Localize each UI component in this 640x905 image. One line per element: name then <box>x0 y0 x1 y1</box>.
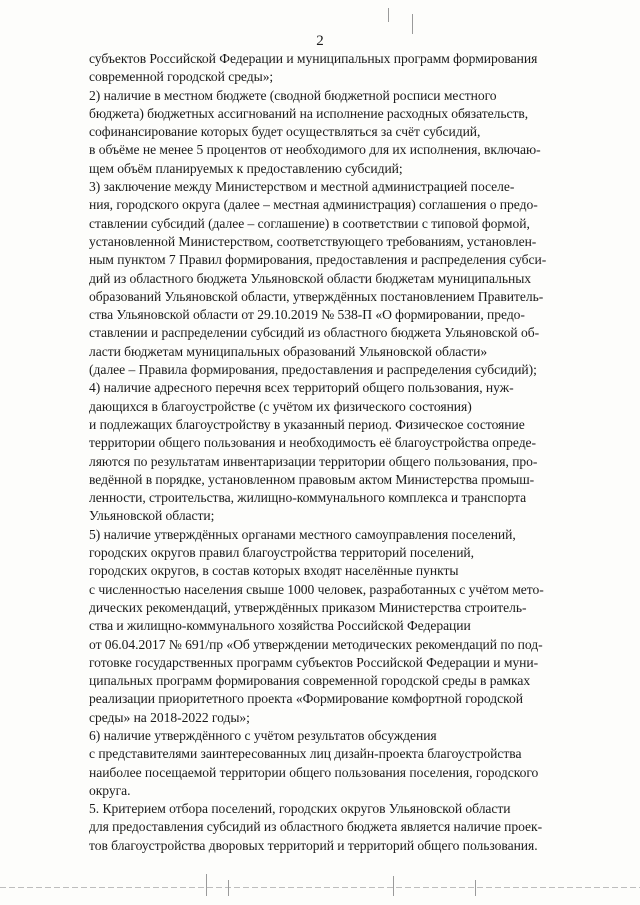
paragraph: 2) наличие в местном бюджете (сводной бюджетной росписи местного бюджета) бюджетных ассигнований на исполнение расходных обязательств, софинансирование которых будет осуществляться за счёт субсидий, в объёме не менее 5 процентов от необходимого для их исполнения, включаю- щем объём планируемых к предоставлению субсидий; <box>89 87 541 176</box>
page-number: 2 <box>316 33 324 49</box>
scan-mark <box>206 874 207 896</box>
scan-mark <box>393 876 394 896</box>
paragraph: 3) заключение между Министерством и местной администрацией поселе- ния, городского округа (далее – местная администрация) соглашения о предо- ставлении субсидий (далее – соглашение) в соответствии с типовой формой, установленной Министерством, соответствующего требованиям, установлен- ным пунктом 7 Правил формирования, предоставления и распределения субси- дий из областного бюджета Ульяновской области бюджетам муниципальных образований Ульяновской области, утверждённых постановлением Правитель- ства Ульяновской области от 29.10.2019 № 538-П «О формировании, предо- ставлении и распределении субсидий из областного бюджета Ульяновской об- ласти бюджетам муниципальных образований Ульяновской области» (далее – Правила формирования, предоставления и распределения субсидий); <box>89 179 547 378</box>
scan-mark <box>228 880 229 896</box>
scan-mark <box>412 14 413 34</box>
paragraph: 5) наличие утверждённых органами местного самоуправления поселений, городских округов правил благоустройства территорий поселений, городских округов, в состав которых входят населённые пункты с численностью населения свыше 1000 человек, разработанных с учётом мето- дических рекомендаций, утверждённых приказом Министерства строитель- ства и жилищно-коммунального хозяйства Российской Федерации от 06.04.2017 № 691/пр «Об утверждении методических рекомендаций по под- готовке государственных программ субъектов Российской Федерации и муни- ципальных программ формирования современной городской среды в рамках реализации приоритетного проекта «Формирование комфортной городской среды» на 2018-2022 годы»; <box>89 526 544 725</box>
paragraph: субъектов Российской Федерации и муниципальных программ формирования современной городской среды»; <box>89 51 538 85</box>
scan-edge-line <box>0 887 640 888</box>
scan-mark <box>475 880 476 896</box>
document-body <box>89 50 611 855</box>
paragraph: 6) наличие утверждённого с учётом результатов обсуждения с представителями заинтересованных лиц дизайн-проекта благоустройства наиболее посещаемой территории общего пользования поселения, городского округа. <box>89 727 539 798</box>
scan-mark <box>388 8 389 22</box>
paragraph: 4) наличие адресного перечня всех территорий общего пользования, нуж- дающихся в благоустройстве (с учётом их физического состояния) и подлежащих благоустройству в указанный период. Физическое состояние территории общего пользования и необходимость её благоустройства опреде- ляются по результатам инвентаризации территории общего пользования, про- ведённой в порядке, установленном правовым актом Министерства промыш- ленности, строительства, жилищно-коммунального комплекса и транспорта Ульяновской области; <box>89 380 538 524</box>
paragraph: 5. Критерием отбора поселений, городских округов Ульяновской области для предоставления субсидий из областного бюджета является наличие проек- тов благоустройства дворовых территорий и территорий общего пользования. <box>89 801 543 853</box>
